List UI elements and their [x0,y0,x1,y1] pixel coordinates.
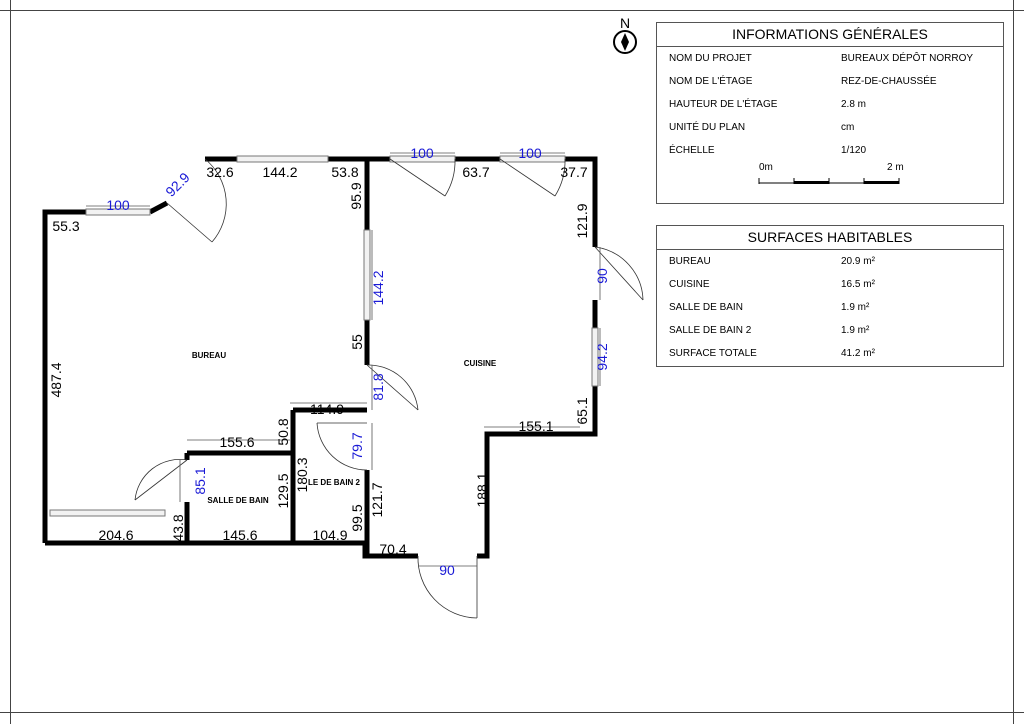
dim-32-6: 32.6 [206,164,234,180]
info-general-panel [656,22,1004,204]
dim-65-1: 65.1 [574,397,590,425]
dim-55-3: 55.3 [52,218,80,234]
dim-90-bottom: 90 [439,562,455,578]
info-row [657,47,1003,70]
scale-ruler [757,174,902,186]
dim-81-8: 81.8 [370,373,386,401]
surface-label: SALLE DE BAIN 2 [669,325,752,336]
dim-100-a: 100 [106,197,130,213]
surface-value: 1.9 m² [841,325,870,336]
surfaces-title: SURFACES HABITABLES [657,226,1003,250]
dim-100-b: 100 [410,145,434,161]
dim-79-7: 79.7 [349,432,365,460]
dim-104-9: 104.9 [312,527,348,543]
dim-90-right: 90 [594,268,610,284]
surface-row [657,296,1003,319]
info-label: UNITÉ DU PLAN [669,122,746,133]
info-general-title: INFORMATIONS GÉNÉRALES [657,23,1003,47]
surface-row [657,342,1003,365]
surface-value: 20.9 m² [841,256,875,267]
dim-144-2-top: 144.2 [262,164,298,180]
scale-bar [657,162,1003,192]
dim-95-9: 95.9 [348,182,364,210]
dim-114-9: 114.9 [310,401,344,417]
surface-label: SALLE DE BAIN [669,302,743,313]
dim-155-1: 155.1 [518,418,554,434]
info-value: REZ-DE-CHAUSSÉE [841,76,937,87]
surface-row [657,250,1003,273]
surface-label: BUREAU [669,256,711,267]
info-label: NOM DE L'ÉTAGE [669,76,753,87]
dim-70-4: 70.4 [379,541,407,557]
dim-92-9: 92.9 [162,169,193,200]
dim-155-6: 155.6 [219,434,255,450]
dim-121-7: 121.7 [369,482,385,518]
dim-121-9: 121.9 [574,203,590,239]
surface-value: 41.2 m² [841,348,875,359]
surface-value: 1.9 m² [841,302,870,313]
surfaces-panel [656,225,1004,367]
room-label-cuisine: CUISINE [463,359,497,368]
compass-icon [614,15,636,53]
dim-85-1: 85.1 [192,467,208,495]
dim-50-8: 50.8 [275,418,291,446]
surface-label: CUISINE [669,279,710,290]
surface-label: SURFACE TOTALE [669,348,757,359]
info-value: BUREAUX DÉPÔT NORROY [841,53,974,64]
info-label: ÉCHELLE [669,145,715,156]
compass-north-label: N [619,15,631,31]
info-label: HAUTEUR DE L'ÉTAGE [669,99,778,110]
room-label-salle-de-bain: SALLE DE BAIN [207,496,269,505]
dim-188-1: 188.1 [474,472,490,508]
dim-99-5: 99.5 [349,504,365,532]
dim-94-2: 94.2 [594,343,610,371]
scale-end-label: 2 m [887,162,904,173]
dim-487-4: 487.4 [48,362,64,398]
dim-55: 55 [349,334,365,350]
dim-180-3: 180.3 [294,457,310,493]
info-row [657,70,1003,93]
info-value: 1/120 [841,145,867,156]
windows [50,156,598,516]
dim-37-7: 37.7 [560,164,588,180]
dim-43-8: 43.8 [170,514,186,542]
dim-129-5: 129.5 [275,473,291,509]
surface-row [657,319,1003,342]
room-label-bureau: BUREAU [191,351,227,360]
dim-145-6: 145.6 [222,527,258,543]
info-label: NOM DU PROJET [669,53,752,64]
surface-value: 16.5 m² [841,279,875,290]
info-row [657,116,1003,139]
info-row [657,93,1003,116]
info-row [657,139,1003,162]
dim-144-2-vertical: 144.2 [370,270,386,306]
info-value: 2.8 m [841,99,867,110]
dim-53-8: 53.8 [331,164,359,180]
info-value: cm [841,122,855,133]
dim-204-6: 204.6 [98,527,134,543]
room-label-salle-de-bain-2: LE DE BAIN 2 [307,478,361,487]
dim-100-c: 100 [518,145,542,161]
dimension-lines [86,153,600,566]
scale-start-label: 0m [759,162,773,173]
walls [45,159,595,556]
surface-row [657,273,1003,296]
dim-63-7: 63.7 [462,164,490,180]
